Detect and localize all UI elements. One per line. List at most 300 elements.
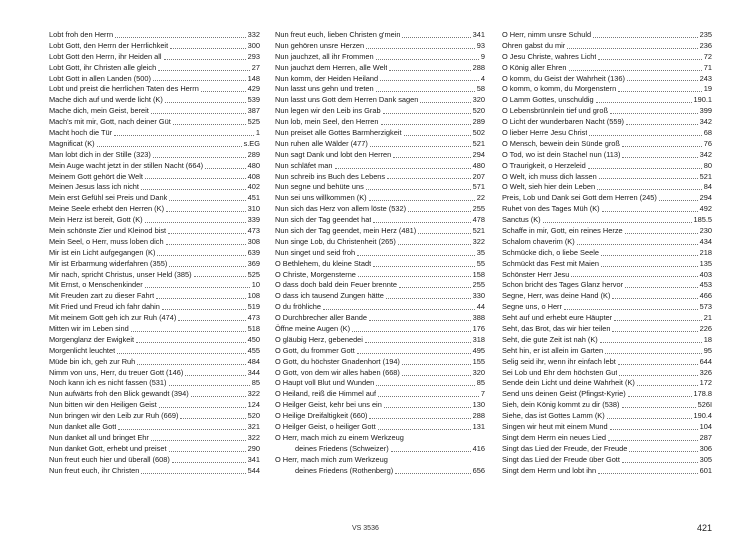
- entry-title: Nun preiset alle Gottes Barmherzigkeit: [275, 128, 402, 137]
- entry-title: Nun sich der Tag geendet hat: [275, 215, 372, 225]
- entry-number: 525: [247, 117, 260, 127]
- index-entry: [49, 302, 260, 313]
- entry-number: 369: [247, 258, 260, 268]
- entry-number: 520: [247, 411, 260, 421]
- index-entry: [275, 215, 485, 226]
- index-entry: [502, 368, 712, 379]
- entry-number: 341: [247, 454, 260, 464]
- entry-title: Seht, das Brot, das wir hier teilen: [502, 324, 611, 334]
- entry-number: 322: [247, 389, 260, 399]
- entry-title: O Durchbrecher aller Bande: [275, 313, 368, 323]
- entry-title: Send uns deinen Geist (Pfingst-Kyrie): [502, 389, 626, 399]
- entry-number: 93: [476, 40, 485, 50]
- dot-leader: [602, 210, 698, 212]
- dot-leader: [376, 384, 474, 386]
- index-entry: [502, 161, 712, 172]
- entry-number: 207: [472, 171, 485, 181]
- entry-title: Mache dich, mein Geist, bereit: [49, 106, 149, 116]
- entry-number: 321: [247, 422, 260, 432]
- entry-title: Nun schreib ins Buch des Lebens: [275, 171, 386, 181]
- entry-title: Schon bricht des Tages Glanz hervor: [502, 280, 624, 290]
- entry-number: 155: [472, 356, 485, 366]
- entry-number: 332: [247, 29, 260, 39]
- index-entry: [275, 313, 485, 324]
- entry-number: 601: [699, 465, 712, 475]
- entry-number: 289: [247, 149, 260, 159]
- index-entry: [275, 422, 485, 433]
- entry-title: O König aller Ehren: [502, 62, 567, 72]
- entry-title: Nun bringen wir den Leib zur Ruh (669): [49, 411, 179, 421]
- dot-leader: [164, 58, 246, 60]
- index-entry: [275, 52, 485, 63]
- entry-title: deines Friedens (Rothenberg): [295, 465, 394, 475]
- entry-number: 288: [472, 411, 485, 421]
- dot-leader: [370, 145, 471, 147]
- entry-title: Seht auf und erhebt eure Häupter: [502, 313, 613, 323]
- entry-title: Mein Seel, o Herr, muss loben dich: [49, 236, 164, 246]
- entry-number: 453: [699, 280, 712, 290]
- entry-title: Nun aufwärts froh den Blick gewandt (394): [49, 389, 189, 399]
- dot-leader: [166, 210, 246, 212]
- entry-number: 218: [699, 247, 712, 257]
- entry-number: 7: [480, 389, 485, 399]
- entry-title: O Christe, Morgensterne: [275, 269, 356, 279]
- entry-title: Seht hin, er ist allein im Garten: [502, 345, 604, 355]
- entry-title: Nun jauchzet, all ihr Frommen: [275, 51, 374, 61]
- entry-title: Lobt Gott, ihr Christen alle gleich: [49, 62, 157, 72]
- dot-leader: [596, 101, 692, 103]
- entry-title: O Herr, nimm unsre Schuld: [502, 29, 592, 39]
- entry-number: 403: [699, 269, 712, 279]
- index-entry: [49, 324, 260, 335]
- entry-number: 320: [472, 95, 485, 105]
- dot-leader: [145, 221, 246, 223]
- entry-title: Mein schönste Zier und Kleinod bist: [49, 226, 167, 236]
- entry-number: 178.8: [693, 389, 712, 399]
- index-entry: [275, 150, 485, 161]
- dot-leader: [358, 275, 471, 277]
- dot-leader: [598, 472, 698, 474]
- index-entry: [49, 63, 260, 74]
- entry-number: 72: [703, 51, 712, 61]
- dot-leader: [158, 69, 250, 71]
- dot-leader: [408, 210, 471, 212]
- index-entry: [275, 106, 485, 117]
- entry-number: 131: [472, 422, 485, 432]
- entry-title: Singt das Lied der Freude, der Freude: [502, 443, 628, 453]
- entry-title: Morgenlicht leuchtet: [49, 345, 116, 355]
- entry-title: Nun jauchzt dem Herren, alle Welt: [275, 62, 388, 72]
- dot-leader: [381, 123, 471, 125]
- entry-number: 342: [699, 149, 712, 159]
- entry-number: 518: [247, 324, 260, 334]
- entry-title: Nun legen wir den Leib ins Grab: [275, 106, 381, 116]
- dot-leader: [153, 79, 246, 81]
- entry-title: Mit Ernst, o Menschenkinder: [49, 280, 143, 290]
- index-entry: [275, 324, 485, 335]
- entry-title: O Tod, wo ist dein Stachel nun (113): [502, 149, 621, 159]
- entry-title: O Herr, mach mich zum Werkzeug: [275, 454, 388, 464]
- dot-leader: [169, 265, 245, 267]
- index-entry: [502, 346, 712, 357]
- dot-leader: [391, 450, 471, 452]
- entry-number: 124: [247, 400, 260, 410]
- index-entry: [49, 248, 260, 259]
- entry-number: 308: [247, 236, 260, 246]
- entry-number: 342: [699, 117, 712, 127]
- index-entry: [502, 74, 712, 85]
- index-entry: [275, 30, 485, 41]
- entry-number: 656: [472, 465, 485, 475]
- index-entry: [502, 204, 712, 215]
- entry-title: Lobt und preist die herrlichen Taten des Herrn: [49, 84, 199, 94]
- entry-number: 408: [247, 171, 260, 181]
- entry-number: 236: [699, 40, 712, 50]
- dot-leader: [166, 243, 246, 245]
- entry-title: Nimm von uns, Herr, du treuer Gott (146): [49, 367, 184, 377]
- entry-title: O Gott, du frommer Gott: [275, 345, 355, 355]
- entry-title: Öffne meine Augen (K): [275, 324, 351, 334]
- entry-number: 148: [247, 73, 260, 83]
- entry-title: Seht, die gute Zeit ist nah (K): [502, 334, 598, 344]
- dot-leader: [625, 286, 698, 288]
- entry-number: 402: [247, 182, 260, 192]
- entry-title: Selig seid ihr, wenn ihr einfach lebt: [502, 356, 616, 366]
- dot-leader: [369, 319, 471, 321]
- index-entry: [49, 74, 260, 85]
- entry-title: Sende dein Licht und deine Wahrheit (K): [502, 378, 635, 388]
- entry-number: 135: [699, 258, 712, 268]
- dot-leader: [402, 374, 471, 376]
- dot-leader: [194, 275, 246, 277]
- entry-title: Nun danket all und bringet Ehr: [49, 432, 149, 442]
- dot-leader: [569, 69, 702, 71]
- index-entry: [502, 106, 712, 117]
- entry-title: Schaffe in mir, Gott, ein reines Herze: [502, 226, 623, 236]
- page-number: 421: [696, 523, 712, 533]
- entry-title: Singt das Lied der Freude über Gott: [502, 454, 620, 464]
- index-entry: [275, 270, 485, 281]
- entry-title: O Lebensbrünnlein tief und groß: [502, 106, 609, 116]
- entry-title: O Gott, du höchster Gnadenhort (194): [275, 356, 400, 366]
- dot-leader: [393, 156, 470, 158]
- index-entry: [502, 248, 712, 259]
- dot-leader: [191, 395, 246, 397]
- index-entry: [275, 335, 485, 346]
- entry-number: 255: [472, 280, 485, 290]
- dot-leader: [608, 439, 698, 441]
- index-entry: [275, 226, 485, 237]
- index-entry: [49, 41, 260, 52]
- dot-leader: [137, 363, 245, 365]
- footer-code: VS 3536: [352, 525, 379, 532]
- index-entry: [502, 302, 712, 313]
- entry-number: 326: [699, 367, 712, 377]
- entry-title: Meinen Jesus lass ich nicht: [49, 182, 139, 192]
- dot-leader: [173, 123, 246, 125]
- entry-number: 478: [472, 215, 485, 225]
- dot-leader: [588, 167, 702, 169]
- dot-leader: [141, 472, 245, 474]
- entry-title: Nun danket Gott, erhebt und preiset: [49, 443, 167, 453]
- entry-title: Man lobt dich in der Stille (323): [49, 149, 151, 159]
- index-entry: [49, 106, 260, 117]
- index-entry: [502, 259, 712, 270]
- entry-number: 399: [699, 106, 712, 116]
- dot-leader: [589, 134, 701, 136]
- index-entry: [49, 84, 260, 95]
- entry-title: O dass doch bald dein Feuer brennte: [275, 280, 398, 290]
- index-entry: [275, 193, 485, 204]
- dot-leader: [115, 36, 246, 38]
- index-entry: [49, 150, 260, 161]
- index-entry: [49, 161, 260, 172]
- entry-number: 473: [247, 226, 260, 236]
- entry-title: Macht hoch die Tür: [49, 128, 113, 137]
- index-entry: [275, 74, 485, 85]
- dot-leader: [357, 352, 471, 354]
- index-entry: [275, 248, 485, 259]
- index-entry: [502, 335, 712, 346]
- dot-leader: [659, 199, 698, 201]
- entry-title: Nun sagt Dank und lobt den Herren: [275, 149, 392, 159]
- index-entry: [275, 455, 485, 466]
- entry-title: O Lamm Gottes, unschuldig: [502, 95, 594, 105]
- index-entry: [275, 411, 485, 422]
- index-column-1: [49, 30, 260, 477]
- dot-leader: [637, 384, 698, 386]
- dot-leader: [145, 286, 250, 288]
- index-entry: [502, 313, 712, 324]
- dot-leader: [157, 254, 245, 256]
- entry-number: 544: [247, 465, 260, 475]
- index-entry: [49, 226, 260, 237]
- dot-leader: [153, 156, 246, 158]
- dot-leader: [398, 243, 471, 245]
- entry-number: 571: [472, 182, 485, 192]
- index-entry: [49, 422, 260, 433]
- entry-title: Mein Auge wacht jetzt in der stillen Nacht (664): [49, 160, 204, 170]
- entry-number: 644: [699, 356, 712, 366]
- dot-leader: [378, 428, 471, 430]
- dot-leader: [365, 341, 471, 343]
- entry-title: Meinem Gott gehört die Welt: [49, 171, 143, 181]
- index-entry: [275, 204, 485, 215]
- index-entry: [49, 237, 260, 248]
- index-entry: [502, 139, 712, 150]
- entry-title: Nun lasst uns gehn und treten: [275, 84, 374, 94]
- entry-number: 521: [699, 171, 712, 181]
- dot-leader: [178, 319, 245, 321]
- entry-title: Siehe, das ist Gottes Lamm (K): [502, 411, 605, 421]
- entry-title: Sei Lob und Ehr dem höchsten Gut: [502, 367, 618, 377]
- index-entry: [275, 357, 485, 368]
- entry-title: O Mensch, bewein dein Sünde groß: [502, 138, 620, 148]
- entry-number: 1: [255, 128, 260, 137]
- index-entry: [502, 117, 712, 128]
- index-entry: [502, 95, 712, 106]
- entry-number: 344: [247, 367, 260, 377]
- entry-title: Mein erst Gefühl sei Preis und Dank: [49, 193, 168, 203]
- entry-title: Nun freut euch, ihr Christen: [49, 465, 140, 475]
- dot-leader: [201, 90, 246, 92]
- index-entry: [49, 193, 260, 204]
- entry-title: O Heilige Dreifaltigkeit (660): [275, 411, 368, 421]
- dot-leader: [156, 297, 246, 299]
- entry-number: 310: [247, 204, 260, 214]
- dot-leader: [597, 188, 702, 190]
- entry-title: Sanctus (K): [502, 215, 541, 225]
- entry-title: Magnificat (K): [49, 138, 95, 148]
- entry-number: 130: [472, 400, 485, 410]
- entry-title: Nun sich der Tag geendet, mein Herz (481): [275, 226, 417, 236]
- index-entry: [502, 150, 712, 161]
- index-entry: [49, 139, 260, 150]
- entry-title: Ruhet von des Tages Müh (K): [502, 204, 600, 214]
- entry-number: 318: [472, 334, 485, 344]
- entry-title: Nun sich das Herz von allem löste (532): [275, 204, 407, 214]
- index-entry: [49, 357, 260, 368]
- dot-leader: [628, 395, 692, 397]
- entry-title: O Herr, mach mich zu einem Werkzeug: [275, 432, 404, 442]
- dot-leader: [357, 254, 475, 256]
- entry-number: 185.5: [693, 215, 712, 225]
- dot-leader: [402, 36, 470, 38]
- dot-leader: [610, 428, 698, 430]
- entry-number: 480: [472, 160, 485, 170]
- entry-number: 288: [472, 62, 485, 72]
- entry-title: Schalom chaverim (K): [502, 236, 575, 246]
- entry-title: Nun freut euch hier und überall (608): [49, 454, 170, 464]
- dot-leader: [619, 374, 697, 376]
- index-entry: [502, 400, 712, 411]
- index-entry: [275, 117, 485, 128]
- index-entry: [275, 63, 485, 74]
- entry-number: 85: [251, 378, 260, 388]
- dot-leader: [335, 167, 471, 169]
- entry-number: 84: [703, 182, 712, 192]
- entry-number: 466: [699, 291, 712, 301]
- dot-leader: [376, 90, 475, 92]
- entry-number: 226: [699, 324, 712, 334]
- dot-leader: [629, 450, 697, 452]
- entry-title: Nun singet und seid froh: [275, 247, 356, 257]
- entry-title: O komm, du Geist der Wahrheit (136): [502, 73, 625, 83]
- entry-number: 320: [472, 367, 485, 377]
- entry-title: O Gott, von dem wir alles haben (668): [275, 367, 400, 377]
- entry-number: 322: [247, 432, 260, 442]
- dot-leader: [622, 461, 698, 463]
- entry-number: 172: [699, 378, 712, 388]
- dot-leader: [117, 352, 246, 354]
- index-entry: [275, 259, 485, 270]
- entry-title: Mitten wir im Leben sind: [49, 324, 129, 334]
- dot-leader: [418, 232, 470, 234]
- dot-leader: [625, 232, 698, 234]
- entry-number: 76: [703, 138, 712, 148]
- index-entry: [275, 400, 485, 411]
- index-entry: [49, 455, 260, 466]
- dot-leader: [169, 199, 245, 201]
- dot-leader: [169, 384, 250, 386]
- entry-title: Sieh, dein König kommt zu dir (538): [502, 400, 620, 410]
- entry-title: O komm, o komm, du Morgenstern: [502, 84, 617, 94]
- dot-leader: [607, 417, 692, 419]
- entry-number: 235: [699, 29, 712, 39]
- dot-leader: [172, 461, 246, 463]
- entry-number: 387: [247, 106, 260, 116]
- entry-number: 480: [247, 160, 260, 170]
- dot-leader: [165, 101, 246, 103]
- index-entry: [275, 237, 485, 248]
- dot-leader: [395, 472, 470, 474]
- dot-leader: [159, 406, 246, 408]
- entry-number: 4: [480, 73, 485, 83]
- dot-leader: [366, 188, 471, 190]
- index-entry: [49, 313, 260, 324]
- entry-title: Morgenglanz der Ewigkeit: [49, 334, 135, 344]
- entry-title: Singen wir heut mit einem Mund: [502, 422, 608, 432]
- dot-leader: [131, 330, 246, 332]
- entry-number: 289: [472, 117, 485, 127]
- entry-number: 306: [699, 443, 712, 453]
- dot-leader: [151, 112, 246, 114]
- dot-leader: [599, 177, 698, 179]
- dot-leader: [114, 134, 254, 136]
- dot-leader: [420, 101, 470, 103]
- entry-number: 294: [699, 193, 712, 203]
- dot-leader: [162, 308, 246, 310]
- index-entry: [275, 41, 485, 52]
- dot-leader: [205, 167, 246, 169]
- entry-title: O Haupt voll Blut und Wunden: [275, 378, 375, 388]
- entry-title: Segne, Herr, was deine Hand (K): [502, 291, 611, 301]
- index-entry: [275, 280, 485, 291]
- dot-leader: [601, 254, 698, 256]
- index-entry: [275, 84, 485, 95]
- dot-leader: [141, 188, 246, 190]
- index-entry: [275, 182, 485, 193]
- dot-leader: [323, 308, 475, 310]
- entry-title: Segne uns, o Herr: [502, 302, 562, 312]
- dot-leader: [399, 286, 471, 288]
- entry-title: deines Friedens (Schweizer): [295, 443, 389, 453]
- dot-leader: [622, 145, 702, 147]
- entry-number: 287: [699, 432, 712, 442]
- entry-number: 21: [703, 313, 712, 323]
- dot-leader: [610, 112, 698, 114]
- entry-number: 80: [703, 160, 712, 170]
- entry-number: 9: [480, 51, 485, 61]
- entry-title: Lobt Gott in allen Landen (500): [49, 73, 151, 83]
- dot-leader: [386, 297, 471, 299]
- dot-leader: [571, 275, 697, 277]
- entry-number: 108: [247, 291, 260, 301]
- entry-number: 526I: [697, 400, 712, 410]
- entry-title: O Welt, sieh hier dein Leben: [502, 182, 596, 192]
- index-entry: [49, 411, 260, 422]
- dot-leader: [169, 450, 246, 452]
- dot-leader: [567, 47, 697, 49]
- entry-number: 95: [703, 345, 712, 355]
- dot-leader: [145, 177, 246, 179]
- dot-leader: [180, 417, 245, 419]
- dot-leader: [622, 406, 696, 408]
- entry-title: Schmücke dich, o liebe Seele: [502, 247, 599, 257]
- entry-number: 27: [251, 62, 260, 72]
- dot-leader: [376, 58, 479, 60]
- dot-leader: [168, 232, 246, 234]
